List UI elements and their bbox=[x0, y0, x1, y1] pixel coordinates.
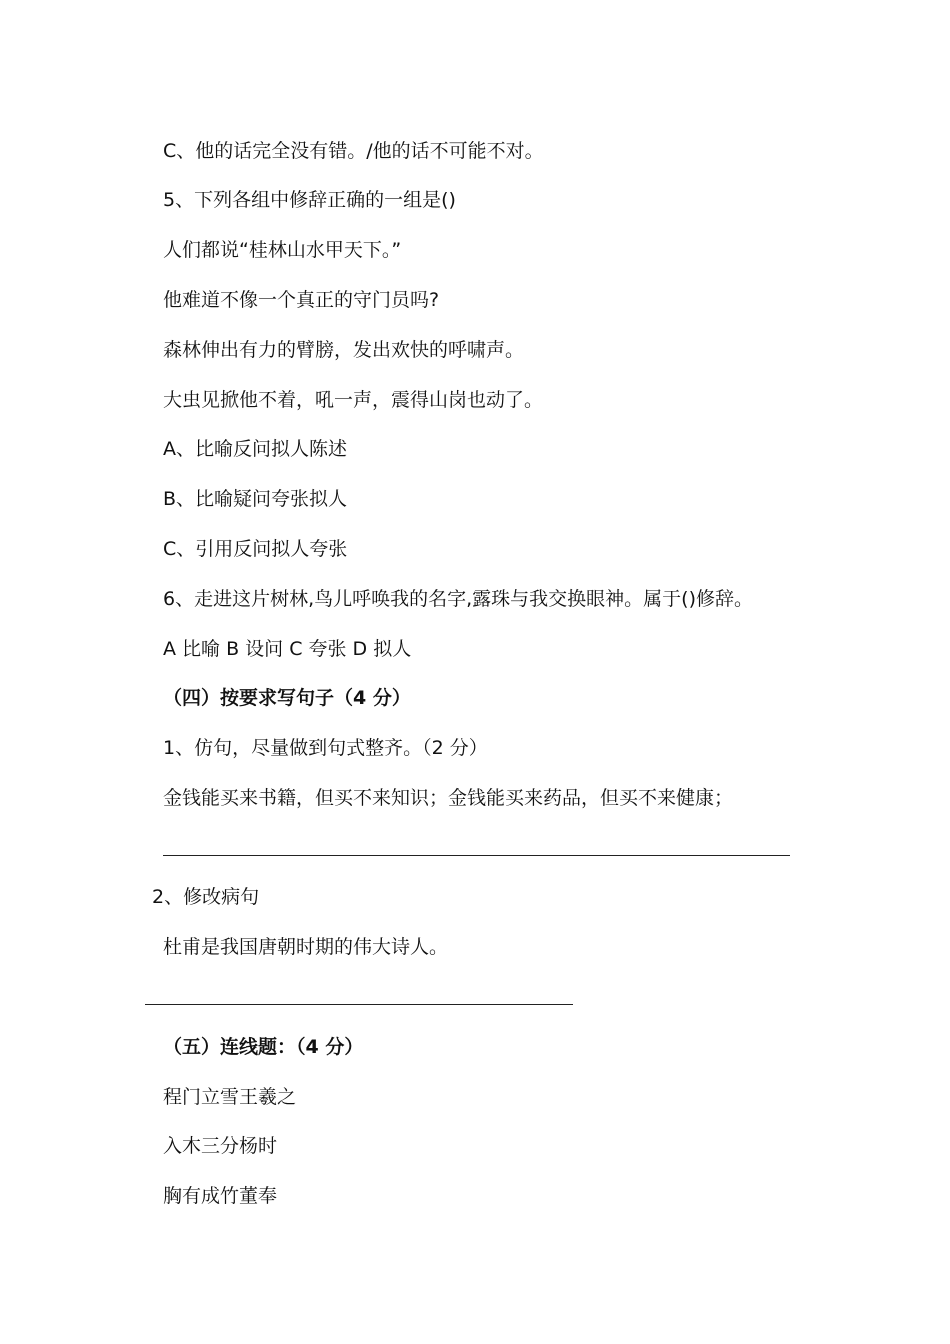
option-a: A、比喻反问拟人陈述 bbox=[163, 438, 347, 460]
sentence-2: 他难道不像一个真正的守门员吗? bbox=[163, 289, 440, 311]
sentence-3: 森林伸出有力的臂膀，发出欢快的呼啸声。 bbox=[163, 339, 525, 361]
match-item-3: 胸有成竹董奉 bbox=[163, 1185, 278, 1207]
match-item-2: 入木三分杨时 bbox=[163, 1135, 278, 1157]
task-2: 2、修改病句 bbox=[152, 886, 260, 908]
section-4-heading: （四）按要求写句子（4 分） bbox=[163, 687, 411, 709]
match-item-1: 程门立雪王羲之 bbox=[163, 1086, 297, 1108]
task-1: 1、仿句，尽量做到句式整齐。（2 分） bbox=[163, 737, 488, 759]
task-2-sentence: 杜甫是我国唐朝时期的伟大诗人。 bbox=[163, 936, 449, 958]
option-c: C、引用反问拟人夸张 bbox=[163, 538, 348, 560]
section-5-heading: （五）连线题：（4 分） bbox=[163, 1036, 364, 1058]
sentence-1: 人们都说“桂林山水甲天下。” bbox=[163, 239, 402, 261]
task-1-example: 金钱能买来书籍，但买不来知识；金钱能买来药品，但买不来健康； bbox=[163, 787, 734, 809]
question-5: 5、下列各组中修辞正确的一组是() bbox=[163, 189, 456, 211]
question-6-options: A 比喻 B 设问 C 夸张 D 拟人 bbox=[163, 638, 412, 660]
answer-line-1[interactable] bbox=[163, 855, 790, 856]
answer-line-2[interactable] bbox=[145, 1004, 573, 1005]
option-c-sentence: C、他的话完全没有错。/他的话不可能不对。 bbox=[163, 140, 544, 162]
sentence-4: 大虫见掀他不着，吼一声，震得山岗也动了。 bbox=[163, 389, 544, 411]
question-6: 6、走进这片树林,鸟儿呼唤我的名字,露珠与我交换眼神。属于()修辞。 bbox=[163, 588, 753, 610]
option-b: B、比喻疑问夸张拟人 bbox=[163, 488, 348, 510]
